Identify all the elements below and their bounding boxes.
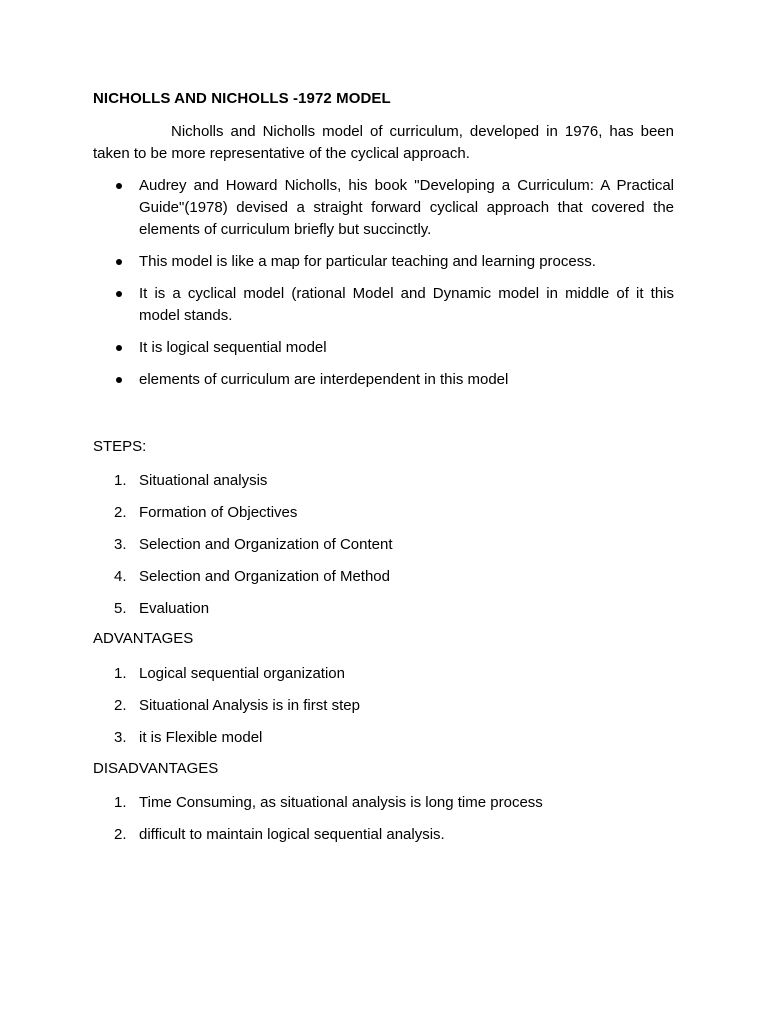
advantage-item <box>93 727 674 749</box>
step-text: Evaluation <box>139 600 210 617</box>
disadvantage-item <box>93 824 674 846</box>
bullet-item <box>93 283 674 327</box>
advantage-item <box>93 663 674 685</box>
intro-paragraph: Nicholls and Nicholls model of curriculum, developed in 1976, has been taken to be more representative of the cyclical approach. <box>93 123 674 162</box>
advantage-text: Situational Analysis is in first step <box>139 697 360 714</box>
advantage-number: 1. <box>114 665 127 682</box>
bullet-icon <box>116 345 122 351</box>
steps-heading: STEPS: <box>93 438 147 455</box>
advantage-text: Logical sequential organization <box>139 665 345 682</box>
bullet-list <box>93 175 674 401</box>
step-item <box>93 502 674 524</box>
bullet-text: This model is like a map for particular teaching and learning process. <box>139 253 596 270</box>
step-number: 1. <box>114 472 127 489</box>
advantage-number: 2. <box>114 697 127 714</box>
disadvantage-text: difficult to maintain logical sequential analysis. <box>139 826 445 843</box>
document-title: NICHOLLS AND NICHOLLS -1972 MODEL <box>93 90 391 107</box>
bullet-icon <box>116 183 122 189</box>
bullet-item <box>93 369 674 391</box>
advantage-text: it is Flexible model <box>139 729 263 746</box>
bullet-item <box>93 251 674 273</box>
step-number: 4. <box>114 568 127 585</box>
advantage-number: 3. <box>114 729 127 746</box>
step-text: Formation of Objectives <box>139 504 298 521</box>
bullet-icon <box>116 259 122 265</box>
bullet-text: Audrey and Howard Nicholls, his book "Developing a Curriculum: A Practical Guide"(1978) devised a straight forward cyclical approach that covered the elements of curriculum briefly but succinctly. <box>139 177 674 238</box>
advantage-item <box>93 695 674 717</box>
disadvantages-list <box>93 792 674 856</box>
step-number: 3. <box>114 536 127 553</box>
bullet-text: It is logical sequential model <box>139 339 327 356</box>
step-text: Selection and Organization of Method <box>139 568 390 585</box>
step-text: Situational analysis <box>139 472 268 489</box>
step-item <box>93 598 674 620</box>
bullet-text: It is a cyclical model (rational Model and Dynamic model in middle of it this model stands. <box>139 285 674 324</box>
bullet-item <box>93 337 674 359</box>
disadvantage-number: 1. <box>114 794 127 811</box>
advantages-heading: ADVANTAGES <box>93 630 194 647</box>
step-number: 2. <box>114 504 127 521</box>
step-item <box>93 534 674 556</box>
disadvantage-number: 2. <box>114 826 127 843</box>
bullet-icon <box>116 291 122 297</box>
disadvantages-heading: DISADVANTAGES <box>93 760 219 777</box>
bullet-item <box>93 175 674 241</box>
disadvantage-item <box>93 792 674 814</box>
advantages-list <box>93 663 674 759</box>
bullet-text: elements of curriculum are interdependent in this model <box>139 371 509 388</box>
steps-list <box>93 470 674 630</box>
disadvantage-text: Time Consuming, as situational analysis is long time process <box>139 794 543 811</box>
step-text: Selection and Organization of Content <box>139 536 393 553</box>
step-number: 5. <box>114 600 127 617</box>
bullet-icon <box>116 377 122 383</box>
step-item <box>93 470 674 492</box>
step-item <box>93 566 674 588</box>
